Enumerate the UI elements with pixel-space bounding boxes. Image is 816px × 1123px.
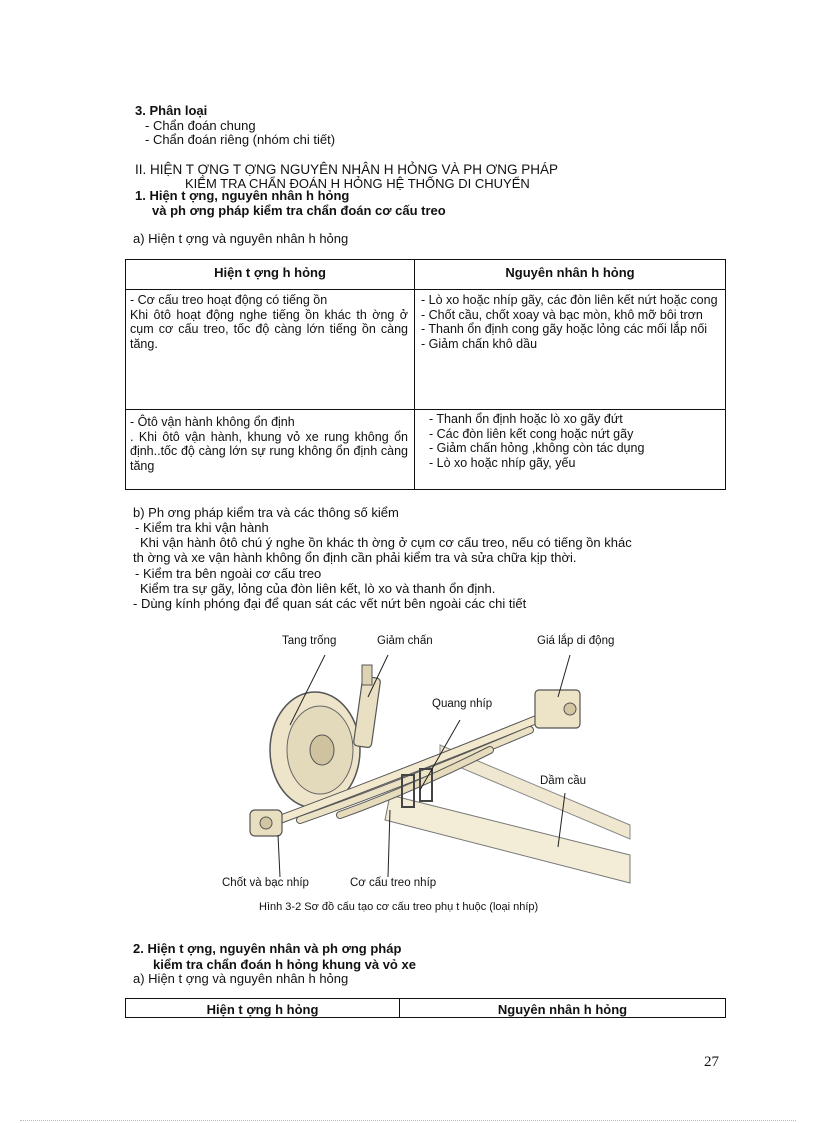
part-b-line: Kiểm tra sự gãy, lỏng của đòn liên kết, lò xo và thanh ổn định. xyxy=(140,581,496,596)
table-header-cause: Nguyên nhân h hỏng xyxy=(400,999,726,1018)
frame-body-table xyxy=(125,998,726,1018)
table-cell-symptom: - Cơ cấu treo hoạt động có tiếng ồn Khi ôtô hoạt động nghe tiếng ồn khác th ờng ở cụm cơ cấu treo, tốc độ càng lớn tiếng ồn càng tăng. xyxy=(126,290,415,410)
page-footer-divider xyxy=(20,1120,796,1121)
table-header-symptom: Hiện t ợng h hỏng xyxy=(126,999,400,1018)
label-leaf-suspension: Cơ cấu treo nhíp xyxy=(350,877,437,889)
part-b-line: - Dùng kính phóng đại để quan sát các vết nứt bên ngoài các chi tiết xyxy=(133,596,527,611)
label-pin-bushing: Chốt và bạc nhíp xyxy=(222,877,309,889)
part-b-line: th ờng và xe vận hành không ổn định cần phải kiểm tra và sửa chữa kịp thời. xyxy=(133,550,577,565)
part-b-line: Khi vận hành ôtô chú ý nghe ồn khác th ờng ở cụm cơ cấu treo, nếu có tiếng ồn khác xyxy=(140,535,632,550)
section-3-item: - Chẩn đoán riêng (nhóm chi tiết) xyxy=(145,132,336,147)
table-header-cause: Nguyên nhân h hỏng xyxy=(415,260,726,290)
part-b-title: b) Ph ơng pháp kiểm tra và các thông số kiểm xyxy=(133,505,399,520)
label-axle-beam: Dầm cầu xyxy=(540,775,587,787)
part-a-title: a) Hiện t ợng và nguyên nhân h hỏng xyxy=(133,231,349,246)
symptom-cause-table xyxy=(125,259,726,490)
figure-caption: Hình 3-2 Sơ đồ cấu tạo cơ cấu treo phụ t huộc (loại nhíp) xyxy=(259,901,539,913)
table-row xyxy=(126,290,726,410)
label-shock-absorber: Giảm chấn xyxy=(377,635,433,647)
subsection-1-title-cont: và ph ơng pháp kiểm tra chẩn đoán cơ cấu treo xyxy=(152,203,446,218)
table-cell-cause: - Thanh ổn định hoặc lò xo gãy đứt - Các đòn liên kết cong hoặc nứt gãy - Giảm chấn hỏng ,không còn tác dụng - Lò xo hoặc nhíp gãy, yếu xyxy=(415,410,726,490)
table-header-symptom: Hiện t ợng h hỏng xyxy=(126,260,415,290)
subsection-2-title: 2. Hiện t ợng, nguyên nhân và ph ơng pháp xyxy=(133,941,402,956)
suspension-figure xyxy=(240,625,640,895)
table-row xyxy=(126,410,726,490)
chapter-heading-line1: II. HIỆN T ỢNG T ỢNG NGUYÊN NHÂN H HỎNG VÀ PH ƠNG PHÁP xyxy=(135,162,559,177)
label-brake-drum: Tang trống xyxy=(282,635,337,647)
subsection-2-title-cont: kiểm tra chẩn đoán h hỏng khung và vỏ xe xyxy=(153,957,416,972)
leaf-spring-suspension-drawing xyxy=(240,625,640,895)
label-u-bolt: Quang nhíp xyxy=(432,698,493,710)
chapter-heading-line2: KIỂM TRA CHẨN ĐOÁN H HỎNG HỆ THỐNG DI CHUYỂN xyxy=(185,176,530,191)
page-number: 27 xyxy=(704,1054,719,1070)
subsection-1-title: 1. Hiện t ợng, nguyên nhân h hỏng xyxy=(135,188,350,203)
table-cell-symptom: - Ôtô vận hành không ổn định . Khi ôtô vận hành, khung vỏ xe rung không ổn định..tốc độ càng lớn sự rung không ổn định càng tăng xyxy=(126,410,415,490)
label-movable-mount: Giá lắp di động xyxy=(537,635,615,647)
section-3-title: 3. Phân loại xyxy=(135,103,208,118)
part-b-line: - Kiểm tra khi vận hành xyxy=(135,520,269,535)
part-a2-title: a) Hiện t ợng và nguyên nhân h hỏng xyxy=(133,971,349,986)
part-b-line: - Kiểm tra bên ngoài cơ cấu treo xyxy=(135,566,322,581)
table-cell-cause: - Lò xo hoặc nhíp gãy, các đòn liên kết nứt hoặc cong - Chốt cầu, chốt xoay và bạc mòn, khô mỡ bôi trơn - Thanh ổn định cong gãy hoặc lỏng các mối lắp nối - Giảm chấn khô dầu xyxy=(415,290,726,410)
section-3-item: - Chẩn đoán chung xyxy=(145,118,256,133)
